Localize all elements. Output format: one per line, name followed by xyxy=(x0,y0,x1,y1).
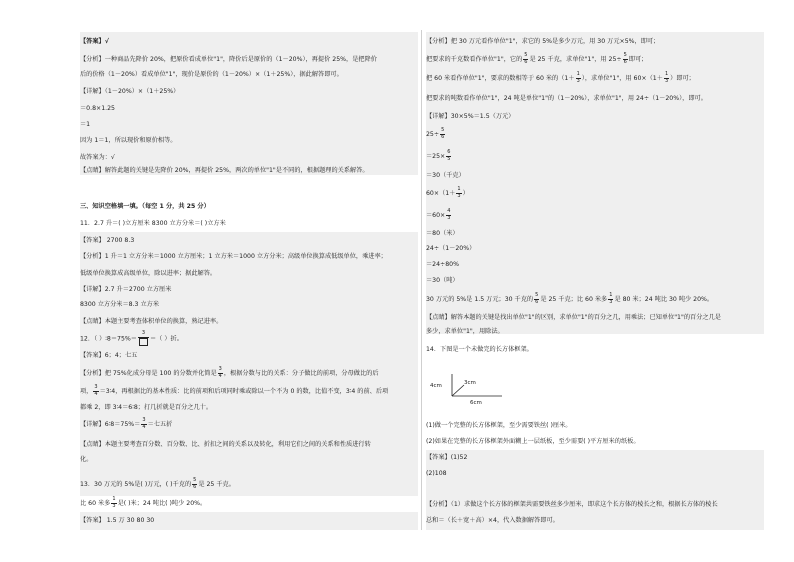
fraction-denominator: 6 xyxy=(623,58,627,65)
answer-block-bg xyxy=(80,32,418,175)
analysis-14: 【分析】（1）求做这个长方体的框架共需要铁丝多少厘米，即求这个长方体的棱长之和，根据长方体的棱长 xyxy=(426,501,718,508)
answer-line: 【答案】√ xyxy=(80,38,109,45)
detail-13: ＝24÷80% xyxy=(426,261,459,268)
question-14-part1: (1)做一个完整的长方体框架，至少需要铁丝( )厘米。 xyxy=(426,422,572,429)
text: 把要求的千克数看作单位"1"，它的 xyxy=(426,56,523,63)
analysis-14: 总和＝（长＋宽＋高）×4，代入数据解答即可。 xyxy=(426,517,559,524)
fraction-denominator: 3 xyxy=(576,77,580,84)
text: 是 25 千克；比 60 米多 xyxy=(540,296,608,303)
fraction-denominator: 4 xyxy=(142,423,146,430)
detail-11: 8300 立方分米＝8.3 立方米 xyxy=(80,301,160,308)
fraction-numerator: 5 xyxy=(623,52,627,58)
fraction-numerator: 6 xyxy=(447,149,451,155)
blank-box xyxy=(139,338,148,346)
text: 13．30 万元的 5%是( )万元，( )千克的 xyxy=(80,481,192,488)
fraction-numerator: 5 xyxy=(441,127,445,133)
fraction xyxy=(446,150,451,162)
text: 是 25 千克，求单位"1"，用 25÷ xyxy=(529,56,622,63)
fraction-denominator: 6 xyxy=(193,483,197,490)
analysis-line: 后的价格（1－20%）看成单位"1"，现价是原价的（1－20%）×（1＋25%），据此解答即可。 xyxy=(80,71,343,78)
question-13 xyxy=(80,497,206,509)
cuboid-frame-diagram xyxy=(426,360,546,410)
answer-11: 【答案】 2700 8.3 xyxy=(80,237,135,244)
analysis-13 xyxy=(426,72,695,84)
analysis-13 xyxy=(426,53,647,65)
fraction-numerator: 3 xyxy=(218,366,222,372)
question-11: 11．2.7 升＝( )立方厘米 8300 立方分米＝( )立方米 xyxy=(80,220,226,227)
text: 【分析】把 75%化成分母是 100 的分数并化简是 xyxy=(80,370,217,377)
text: 60×（1＋ xyxy=(426,190,456,197)
comment-11: 【点睛】本题主要考查体积单位的换算，熟记进率。 xyxy=(80,318,223,325)
question-14-part2: (2)如果在完整的长方体框架外面糊上一层纸板，至少需要( )平方厘米的纸板。 xyxy=(426,438,640,445)
fraction-denominator: 3 xyxy=(447,214,451,221)
text: 是 80 米；24 吨比 30 吨少 20%。 xyxy=(614,296,714,303)
analysis-12 xyxy=(80,367,379,379)
detail-line: ＝1 xyxy=(80,121,91,128)
fraction-denominator: 4 xyxy=(94,390,98,397)
fraction xyxy=(608,293,613,305)
text: 25÷ xyxy=(426,131,440,138)
text: ）即可； xyxy=(670,75,695,82)
analysis-13: 把要求的吨数看作单位"1"，24 吨是单位"1"的（1－20%），求单位"1"，用 24÷（1－20%），即可。 xyxy=(426,95,707,102)
fraction-denominator: 3 xyxy=(457,192,461,199)
fraction-numerator: 5 xyxy=(193,477,197,483)
fraction-denominator: 3 xyxy=(664,77,669,84)
answer-12: 【答案】6；4；七五 xyxy=(80,352,138,359)
detail-13 xyxy=(426,128,446,140)
fraction-numerator: 1 xyxy=(576,71,580,77)
width-edge xyxy=(452,385,464,396)
section-heading: 三、知识空格填一填。（每空 1 分，共 25 分） xyxy=(80,203,210,210)
detail-11: 【详解】2.7 升＝2700 立方厘米 xyxy=(80,286,172,293)
analysis-11: 【分析】1 升＝1 立方分米＝1000 立方厘米；1 立方米＝1000 立方分米；高级单位换算成低级单位，乘进率； xyxy=(80,253,387,260)
text: 把 60 米看作单位"1"，要求的数相等于 60 米的（1＋ xyxy=(426,75,575,82)
column-divider xyxy=(421,30,422,530)
length-label: 6cm xyxy=(470,400,482,406)
detail-13 xyxy=(426,293,713,305)
fraction xyxy=(576,72,581,84)
fraction-numerator: 3 xyxy=(142,417,146,423)
text: ） xyxy=(462,190,469,197)
detail-line: 【详解】（1－20%）×（1＋25%） xyxy=(80,88,180,95)
detail-13: ＝30（千克） xyxy=(426,172,465,179)
comment-12: 【点睛】本题主要考查百分数、百分数、比、折扣之间的关系以及转化，利用它们之间的关系和性质进行转 xyxy=(80,441,371,448)
answer-14: 【答案】(1)52 xyxy=(426,454,468,461)
fraction xyxy=(456,187,461,199)
text: 是( )米；24 吨比( )吨少 20%。 xyxy=(117,500,207,507)
fraction-numerator: 3 xyxy=(138,331,149,338)
fraction-denominator: 4 xyxy=(218,372,222,379)
q12-text: ＝（ ）折。 xyxy=(149,335,183,343)
fraction xyxy=(111,497,116,509)
detail-line: 因为 1＝1，所以现价和原价相等。 xyxy=(80,137,177,144)
fraction xyxy=(141,418,146,430)
text: ），求单位"1"，用 60×（1＋ xyxy=(581,75,663,82)
text: ＝3∶4，再根据比的基本性质：比的前项和后项同时乘或除以一个不为 0 的数，比值不变，3∶4 的前、后项 xyxy=(99,388,389,395)
fraction-denominator: 6 xyxy=(524,58,528,65)
fraction xyxy=(446,209,451,221)
text: 项， xyxy=(80,388,93,395)
text: ，根据分数与比的关系：分子做比的前项，分母做比的后 xyxy=(223,370,379,377)
q12-text: 12．（ ）∶8＝75%＝ xyxy=(80,335,137,343)
fraction-denominator: 3 xyxy=(609,298,613,305)
analysis-11: 低级单位换算成高级单位，除以进率；据此解答。 xyxy=(80,270,217,277)
detail-13 xyxy=(426,187,469,199)
text: 【详解】6∶8＝75%＝ xyxy=(80,421,141,428)
question-12 xyxy=(80,331,183,346)
fraction xyxy=(623,53,628,65)
comment-13: 多少，求单位"1"，用除法。 xyxy=(426,328,504,335)
question-14: 14．下图是一个未做完的长方体框架。 xyxy=(426,346,533,353)
fraction-numerator: 1 xyxy=(609,292,613,298)
answer-13: 【答案】 1.5 万 30 80 30 xyxy=(80,517,155,524)
fraction-numerator: 1 xyxy=(112,496,116,502)
text: 是 25 千克。 xyxy=(198,481,235,488)
fraction-denominator: 3 xyxy=(112,502,116,509)
detail-line: ＝0.8×1.25 xyxy=(80,105,115,112)
fraction-numerator: 5 xyxy=(535,292,539,298)
fraction xyxy=(93,385,98,397)
detail-13: ＝80（米） xyxy=(426,230,459,237)
fraction xyxy=(218,367,223,379)
fraction-numerator: 1 xyxy=(664,71,669,77)
fraction-denominator xyxy=(138,338,149,346)
fraction-numerator: 5 xyxy=(524,52,528,58)
detail-13: 24÷（1－20%） xyxy=(426,245,476,252)
fraction-numerator: 3 xyxy=(94,384,98,390)
fraction xyxy=(664,72,669,84)
q12-fraction xyxy=(138,331,149,346)
detail-line: 故答案为：√ xyxy=(80,154,115,161)
text: ＝七五折 xyxy=(147,421,173,428)
comment-line: 【点睛】解答此题的关键是先降价 20%，再提价 25%，两次的单位"1"是不同的，根据题理的关系解答。 xyxy=(80,167,369,174)
fraction xyxy=(192,478,197,490)
comment-12: 化。 xyxy=(80,456,93,463)
comment-13: 【点睛】解答本题的关键是找出单位"1"的区别，求单位"1"的百分之几，用乘法；已知单位"1"的百分之几是 xyxy=(426,314,721,321)
fraction xyxy=(534,293,539,305)
detail-13: 【详解】30×5%＝1.5（万元） xyxy=(426,113,515,120)
fraction-denominator: 6 xyxy=(441,133,445,140)
text: 30 万元的 5%是 1.5 万元；30 千克的 xyxy=(426,296,534,303)
detail-13 xyxy=(426,150,452,162)
fraction xyxy=(523,53,528,65)
fraction-numerator: 4 xyxy=(447,208,451,214)
analysis-13: 【分析】把 30 万元看作单位"1"，求它的 5%是多少万元，用 30 万元×5%，即可； xyxy=(426,38,660,45)
detail-13 xyxy=(426,209,452,221)
analysis-line: 【分析】一种商品先降价 20%，把原价看成单位"1"，降价后是原价的（1－20%），再提价 25%，是把降价 xyxy=(80,56,377,63)
analysis-12: 都乘 2，即 3∶4＝6∶8；打几折就是百分之几十。 xyxy=(80,404,213,411)
question-13 xyxy=(80,478,235,490)
fraction-denominator: 6 xyxy=(535,298,539,305)
answer-14: (2)108 xyxy=(426,470,447,477)
fraction-denominator: 5 xyxy=(447,155,451,162)
text: ＝60× xyxy=(426,212,446,219)
text: ＝25× xyxy=(426,153,446,160)
detail-12 xyxy=(80,418,172,430)
height-label: 4cm xyxy=(430,383,442,389)
analysis-12 xyxy=(80,385,388,397)
fraction xyxy=(440,128,445,140)
fraction-numerator: 1 xyxy=(457,186,461,192)
detail-13: ＝30（吨） xyxy=(426,277,459,284)
text: 即可； xyxy=(628,56,648,63)
width-label: 3cm xyxy=(464,380,476,386)
text: 比 60 米多 xyxy=(80,500,111,507)
